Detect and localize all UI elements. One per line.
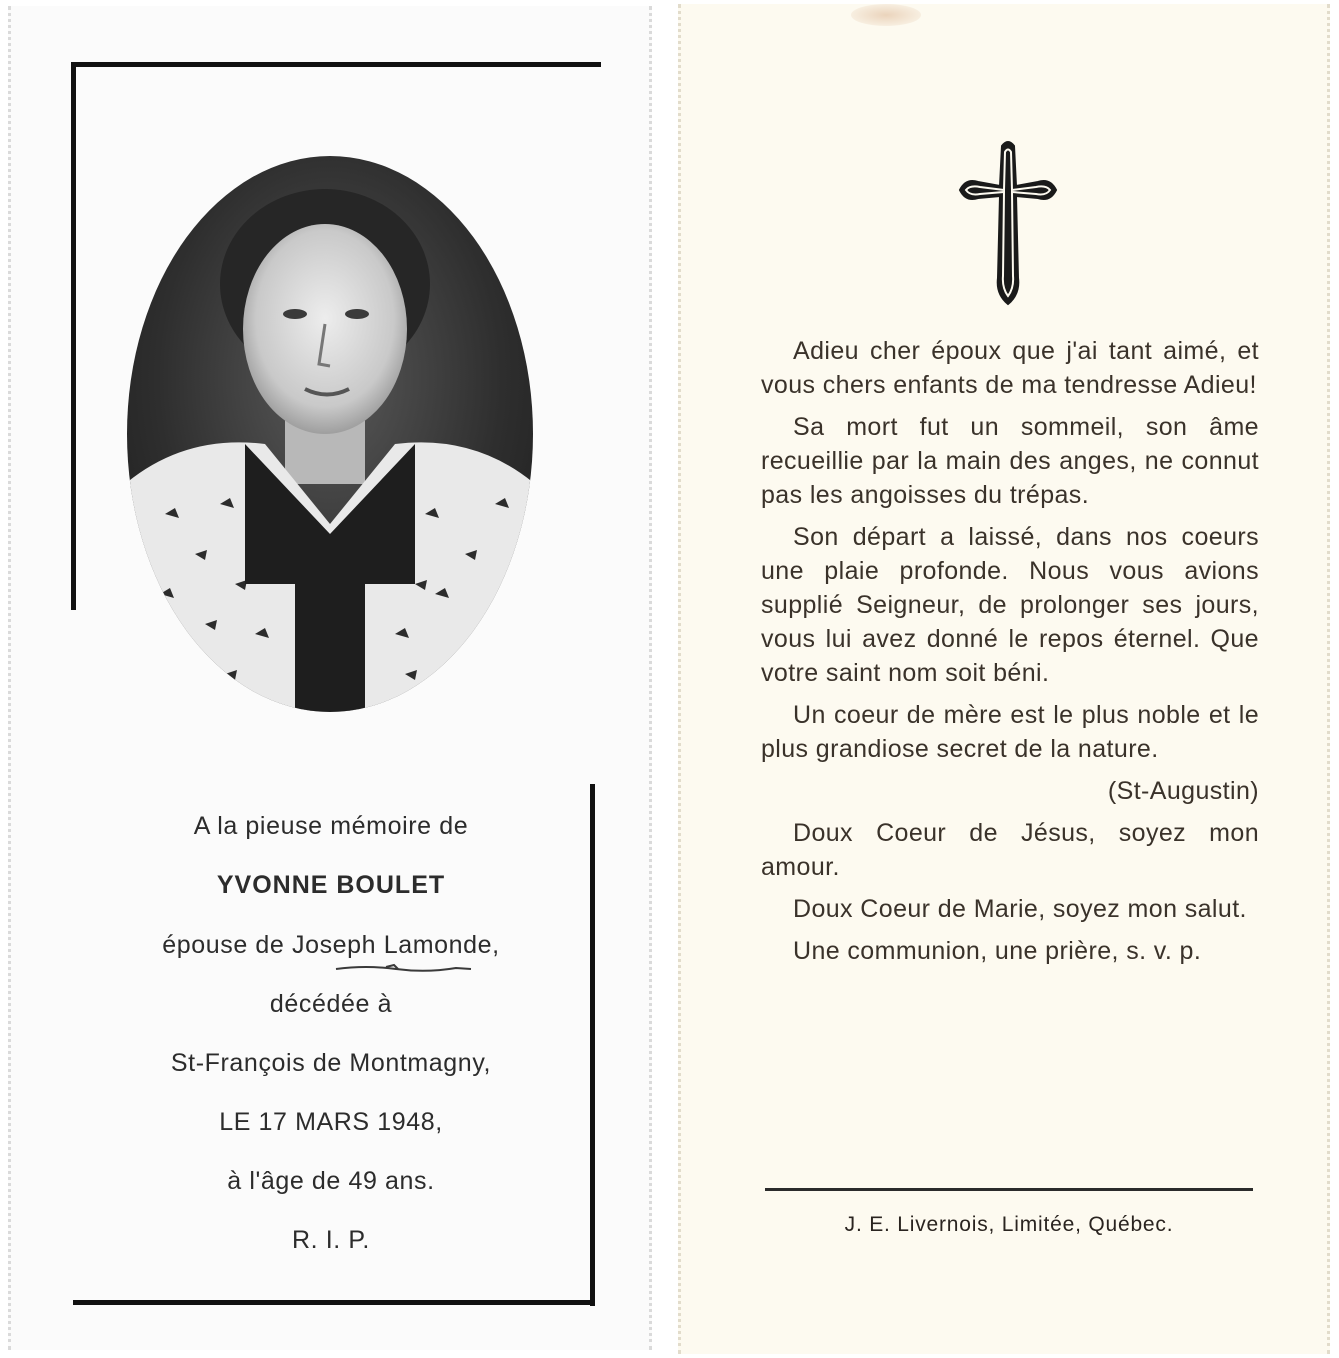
printer-credit: J. E. Livernois, Limitée, Québec. — [844, 1213, 1174, 1236]
spouse-line: épouse de Joseph Lamonde, — [162, 931, 500, 959]
prayer-paragraph: Un coeur de mère est le plus noble et le plus grandiose secret de la nature. — [761, 701, 1259, 763]
card-back — [678, 4, 1330, 1354]
printer-divider — [765, 1188, 1253, 1191]
intro-line: A la pieuse mémoire de — [193, 812, 469, 840]
invocation: Une communion, une prière, s. v. p. — [793, 937, 1202, 965]
frame-bottom-rule — [73, 1300, 595, 1305]
paper-stain — [851, 4, 921, 26]
rip-line: R. I. P. — [292, 1226, 370, 1254]
memorial-text — [91, 804, 571, 1277]
invocation: Doux Coeur de Jésus, soyez mon amour. — [761, 819, 1259, 881]
frame-top-rule — [71, 62, 601, 67]
frame-right-rule — [590, 784, 595, 1306]
prayer-paragraph: Sa mort fut un sommeil, son âme recueillie par la main des anges, ne connut pas les angoisses du trépas. — [761, 413, 1259, 509]
prayer-paragraph: Adieu cher époux que j'ai tant aimé, et vous chers enfants de ma tendresse Adieu! — [761, 337, 1259, 399]
prayer-paragraph: Son départ a laissé, dans nos coeurs une plaie profonde. Nous vous avions supplié Seigneur, de prolonger ses jours, vous lui avez donné le repos éternel. Que votre saint nom soit béni. — [761, 523, 1259, 687]
deceased-name: YVONNE BOULET — [216, 871, 446, 899]
date-line: LE 17 MARS 1948, — [219, 1108, 443, 1136]
place-line: St-François de Montmagny, — [170, 1049, 492, 1077]
age-line: à l'âge de 49 ans. — [227, 1167, 435, 1195]
card-front — [8, 6, 652, 1350]
handwritten-underline-mark — [256, 963, 496, 975]
portrait-photo — [125, 154, 535, 714]
latin-cross-icon — [958, 138, 1058, 308]
deceased-line: décédée à — [269, 990, 393, 1018]
citation: (St-Augustin) — [1107, 777, 1259, 805]
frame-left-rule — [71, 62, 76, 610]
prayer-text — [761, 334, 1259, 976]
invocation: Doux Coeur de Marie, soyez mon salut. — [793, 895, 1247, 923]
